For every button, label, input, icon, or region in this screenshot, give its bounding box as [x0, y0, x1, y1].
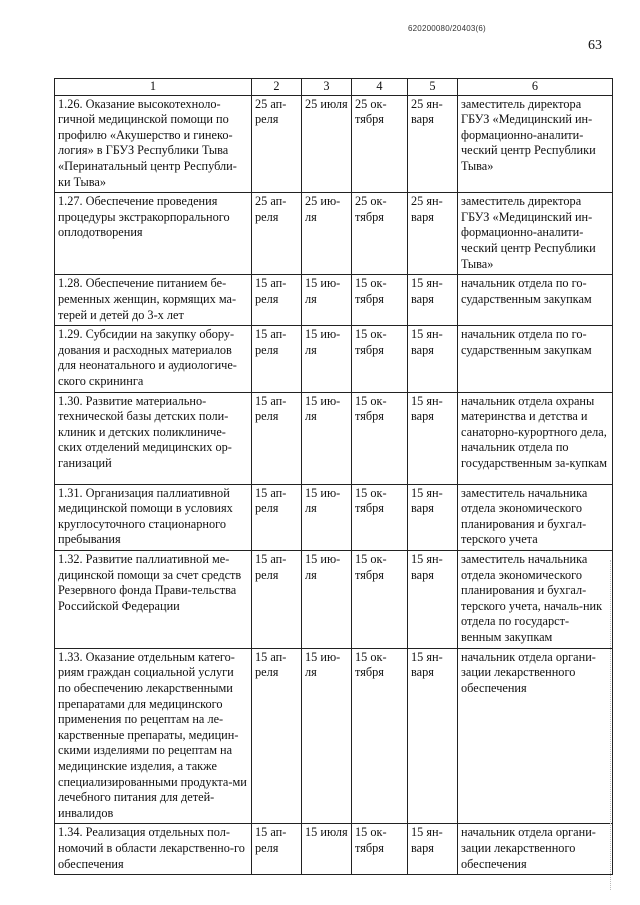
table-row: [55, 326, 613, 392]
responsible-cell: начальник отдела органи-зации лекарственного обеспечения: [458, 824, 613, 875]
deadline-q3-cell: 25 ок-тября: [352, 95, 408, 193]
deadline-q1-cell: 15 ап-реля: [252, 326, 302, 392]
responsible-cell: начальник отдела по го-сударственным закупкам: [458, 326, 613, 392]
deadline-q4-cell: 25 ян-варя: [408, 193, 458, 275]
responsible-cell: начальник отдела по го-сударственным закупкам: [458, 275, 613, 326]
column-header: 3: [302, 79, 352, 96]
deadline-q3-cell: 15 ок-тября: [352, 275, 408, 326]
responsible-cell: заместитель директора ГБУЗ «Медицинский ин-формационно-аналити-ческий центр Республики Тыва»: [458, 95, 613, 193]
table-header-row: [55, 79, 613, 96]
task-cell: 1.28. Обеспечение питанием бе-ременных женщин, кормящих ма-терей и детей до 3-х лет: [55, 275, 252, 326]
deadline-q2-cell: 15 ию-ля: [302, 484, 352, 550]
column-header: 4: [352, 79, 408, 96]
deadline-q3-cell: 15 ок-тября: [352, 824, 408, 875]
deadline-q3-cell: 15 ок-тября: [352, 648, 408, 824]
deadline-q2-cell: 25 ию-ля: [302, 193, 352, 275]
deadline-q2-cell: 25 июля: [302, 95, 352, 193]
deadline-q3-cell: 25 ок-тября: [352, 193, 408, 275]
task-cell: 1.32. Развитие паллиативной ме-дицинской помощи за счет средств Резервного фонда Прави-тельства Российской Федерации: [55, 551, 252, 649]
task-cell: 1.31. Организация паллиативной медицинской помощи в условиях круглосуточного стационарного пребывания: [55, 484, 252, 550]
task-cell: 1.29. Субсидии на закупку обору-дования и расходных материалов для неонатального и аудиологиче-ского скрининга: [55, 326, 252, 392]
responsible-cell: начальник отдела охраны материнства и детства и санаторно-курортного дела, начальник отдела по государственным за-купкам: [458, 392, 613, 484]
deadline-q3-cell: 15 ок-тября: [352, 551, 408, 649]
deadline-q4-cell: 15 ян-варя: [408, 551, 458, 649]
deadline-q1-cell: 15 ап-реля: [252, 824, 302, 875]
document-id: 620200080/20403(6): [408, 24, 486, 33]
column-header: 1: [55, 79, 252, 96]
deadline-q4-cell: 15 ян-варя: [408, 484, 458, 550]
task-cell: 1.34. Реализация отдельных пол-номочий в области лекарственно-го обеспечения: [55, 824, 252, 875]
deadline-q2-cell: 15 ию-ля: [302, 551, 352, 649]
responsible-cell: начальник отдела органи-зации лекарственного обеспечения: [458, 648, 613, 824]
table-row: [55, 275, 613, 326]
task-cell: 1.26. Оказание высокотехноло-гичной медицинской помощи по профилю «Акушерство и гинеко-логия» в ГБУЗ Республики Тыва «Перинатальный центр Республи-ки Тыва»: [55, 95, 252, 193]
deadline-q4-cell: 15 ян-варя: [408, 275, 458, 326]
table-row: [55, 95, 613, 193]
deadline-q2-cell: 15 ию-ля: [302, 392, 352, 484]
table-row: [55, 484, 613, 550]
column-header: 6: [458, 79, 613, 96]
table-row: [55, 392, 613, 484]
table-row: [55, 648, 613, 824]
deadline-q2-cell: 15 ию-ля: [302, 275, 352, 326]
responsible-cell: заместитель начальника отдела экономического планирования и бухгал-терского учета, началь-ник отдела по государст-венным закупкам: [458, 551, 613, 649]
deadline-q4-cell: 15 ян-варя: [408, 392, 458, 484]
deadline-q2-cell: 15 июля: [302, 824, 352, 875]
deadline-q2-cell: 15 ию-ля: [302, 326, 352, 392]
deadline-q1-cell: 15 ап-реля: [252, 392, 302, 484]
task-cell: 1.30. Развитие материально-технической базы детских поли-клиник и детских поликлиниче-ских отделений медицинских ор-ганизаций: [55, 392, 252, 484]
deadline-q1-cell: 15 ап-реля: [252, 484, 302, 550]
deadline-q4-cell: 15 ян-варя: [408, 326, 458, 392]
deadline-q3-cell: 15 ок-тября: [352, 484, 408, 550]
deadline-q1-cell: 15 ап-реля: [252, 551, 302, 649]
deadline-q1-cell: 15 ап-реля: [252, 648, 302, 824]
deadline-q2-cell: 15 ию-ля: [302, 648, 352, 824]
deadline-q4-cell: 25 ян-варя: [408, 95, 458, 193]
deadline-q3-cell: 15 ок-тября: [352, 392, 408, 484]
page-number: 63: [588, 38, 602, 53]
schedule-table: [54, 78, 613, 875]
column-header: 5: [408, 79, 458, 96]
table-row: [55, 193, 613, 275]
table-row: [55, 824, 613, 875]
deadline-q1-cell: 15 ап-реля: [252, 275, 302, 326]
deadline-q1-cell: 25 ап-реля: [252, 193, 302, 275]
deadline-q1-cell: 25 ап-реля: [252, 95, 302, 193]
responsible-cell: заместитель директора ГБУЗ «Медицинский ин-формационно-аналити-ческий центр Республики Тыва»: [458, 193, 613, 275]
deadline-q3-cell: 15 ок-тября: [352, 326, 408, 392]
column-header: 2: [252, 79, 302, 96]
task-cell: 1.27. Обеспечение проведения процедуры экстракорпорального оплодотворения: [55, 193, 252, 275]
scan-edge-marks: [610, 560, 615, 890]
task-cell: 1.33. Оказание отдельным катего-риям граждан социальной услуги по обеспечению лекарственными препаратами для медицинского применения по рецептам на ле-карственные препараты, медицин-скими изделиями по рецептам на медицинские изделия, а также специализированными продукта-ми лечебного питания для детей-инвалидов: [55, 648, 252, 824]
deadline-q4-cell: 15 ян-варя: [408, 648, 458, 824]
table-row: [55, 551, 613, 649]
deadline-q4-cell: 15 ян-варя: [408, 824, 458, 875]
responsible-cell: заместитель начальника отдела экономического планирования и бухгал-терского учета: [458, 484, 613, 550]
